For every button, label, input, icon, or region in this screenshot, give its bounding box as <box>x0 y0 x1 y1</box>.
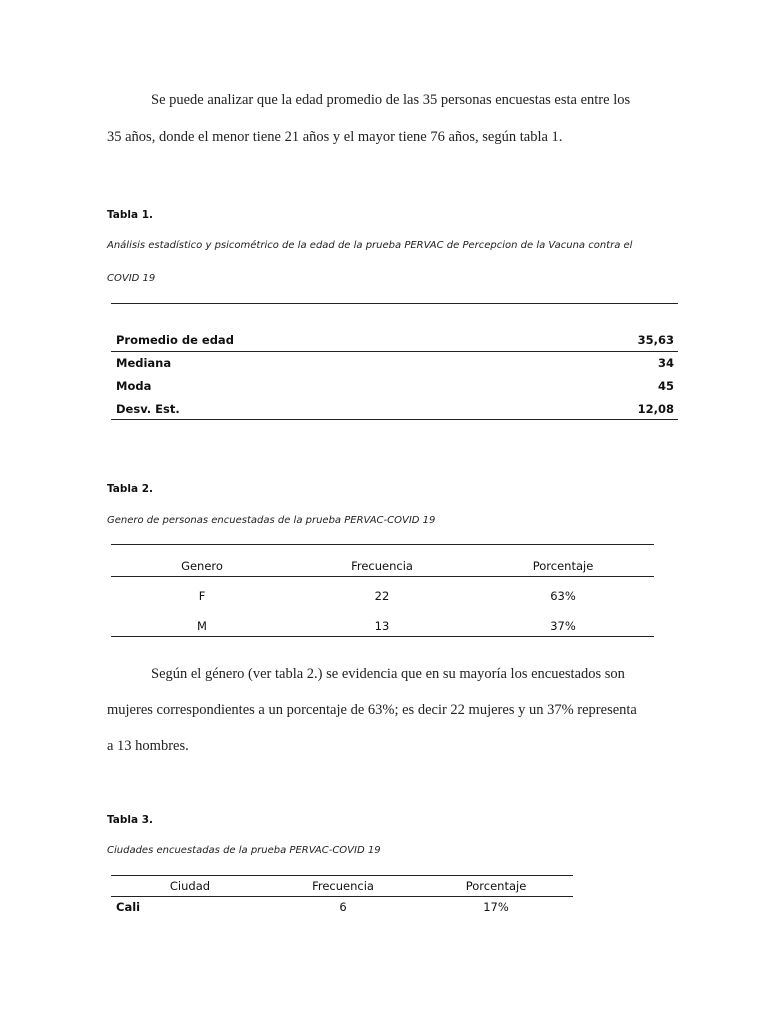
table1-row-value: 34 <box>657 356 674 370</box>
paragraph-line: mujeres correspondientes a un porcentaje de 63%; es decir 22 mujeres y un 37% representa <box>107 702 637 718</box>
table1-row-value: 35,63 <box>637 333 674 347</box>
table1-row-value: 45 <box>657 379 674 393</box>
table1-row-label: Desv. Est. <box>116 402 180 416</box>
table2-cell: 13 <box>374 619 390 633</box>
table2-cell: 22 <box>374 589 390 603</box>
table1-label: Tabla 1. <box>107 209 154 221</box>
table2-header-porcentaje: Porcentaje <box>532 559 594 573</box>
table2-header-frecuencia: Frecuencia <box>351 559 413 573</box>
table2-cell: 63% <box>550 589 576 603</box>
table3-cell: 6 <box>339 900 347 914</box>
table3-row-label: Cali <box>116 900 141 914</box>
table1-row-value: 12,08 <box>637 402 674 416</box>
table2-cell: F <box>198 589 206 603</box>
table1-row-label: Promedio de edad <box>116 333 234 347</box>
table3-header-ciudad: Ciudad <box>169 879 211 893</box>
table1-caption-line1: Análisis estadístico y psicométrico de la edad de la prueba PERVAC de Percepcion de la Vacuna contra el <box>107 240 633 251</box>
paragraph-line: Según el género (ver tabla 2.) se evidencia que en su mayoría los encuestados son <box>151 666 625 682</box>
table2-bottom-rule <box>111 636 654 637</box>
table3-cell: 17% <box>483 900 509 914</box>
table2-label: Tabla 2. <box>107 483 154 495</box>
paragraph-line: 35 años, donde el menor tiene 21 años y el mayor tiene 76 años, según tabla 1. <box>107 129 563 145</box>
table3-caption: Ciudades encuestadas de la prueba PERVAC-COVID 19 <box>107 845 381 856</box>
table2-cell: M <box>197 619 207 633</box>
table2-header-rule <box>111 576 654 577</box>
table1-top-rule <box>111 303 678 304</box>
table3-top-rule <box>111 875 573 876</box>
table2-top-rule <box>111 544 654 545</box>
table3-header-rule <box>111 896 573 897</box>
table3-header-porcentaje: Porcentaje <box>465 879 527 893</box>
paragraph-line: a 13 hombres. <box>107 738 189 754</box>
table2-header-genero: Genero <box>181 559 223 573</box>
table2-caption: Genero de personas encuestadas de la prueba PERVAC-COVID 19 <box>107 515 436 526</box>
table1-header-rule <box>111 351 678 352</box>
table1-row-label: Mediana <box>116 356 172 370</box>
paragraph-line: Se puede analizar que la edad promedio de las 35 personas encuestas esta entre los <box>151 92 631 108</box>
table2-cell: 37% <box>550 619 576 633</box>
table1-caption-line2: COVID 19 <box>107 273 156 284</box>
table1-bottom-rule <box>111 419 678 420</box>
table3-header-frecuencia: Frecuencia <box>312 879 374 893</box>
table3-label: Tabla 3. <box>107 814 154 826</box>
table1-row-label: Moda <box>116 379 152 393</box>
